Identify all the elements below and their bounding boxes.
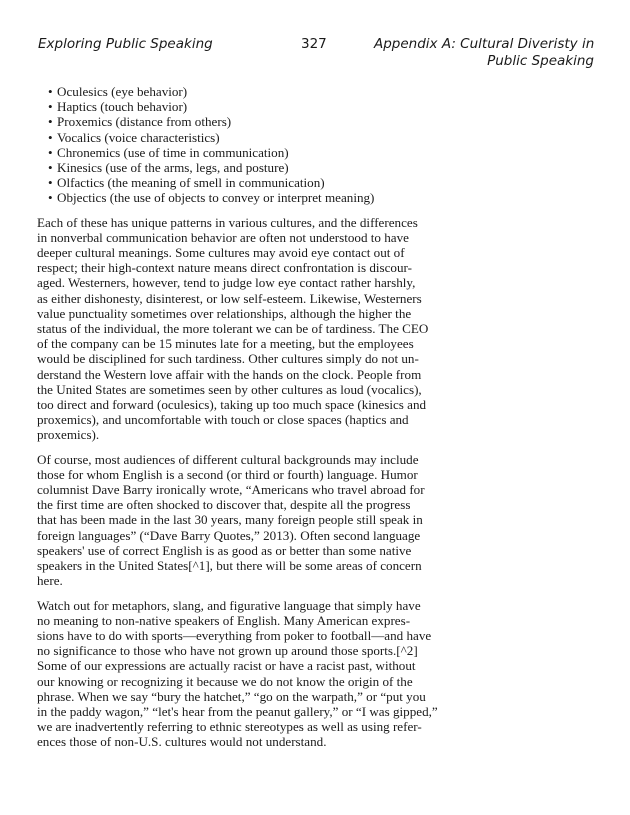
paragraph-nonverbal-differences <box>37 215 447 443</box>
list-item: • Kinesics (use of the arms, legs, and posture) <box>48 160 447 175</box>
text-line: would be disciplined for such tardiness. Other cultures simply do not un- <box>37 351 419 367</box>
text-line: of the company can be 15 minutes late for a meeting, but the employees <box>37 336 414 352</box>
text-line: we are inadvertently referring to ethnic stereotypes as well as using refer- <box>37 719 422 735</box>
page-header <box>38 36 594 76</box>
list-item: • Vocalics (voice characteristics) <box>48 130 447 145</box>
page-number: 327 <box>301 36 327 52</box>
text-line: Each of these has unique patterns in various cultures, and the differences <box>37 214 418 230</box>
text-line: deeper cultural meanings. Some cultures may avoid eye contact out of <box>37 245 405 261</box>
text-line: our knowing or recognizing it because we do not know the origin of the <box>37 673 413 689</box>
text-line: speakers in the United States[^1], but there will be some areas of concern <box>37 558 422 574</box>
list-item: • Proxemics (distance from others) <box>48 114 447 129</box>
text-line: aged. Westerners, however, tend to judge low eye contact rather harshly, <box>37 275 416 291</box>
text-line: phrase. When we say “bury the hatchet,” “go on the warpath,” or “put you <box>37 688 426 704</box>
paragraph-english-second-language <box>37 452 447 589</box>
text-line: value punctuality sometimes over relationships, although the higher the <box>37 305 412 321</box>
text-line: the United States are sometimes seen by other cultures as loud (vocalics), <box>37 381 422 397</box>
text-line: the first time are often shocked to discover that, despite all the progress <box>37 497 411 513</box>
text-line: respect; their high-context nature means direct confrontation is discour- <box>37 260 412 276</box>
list-item: • Oculesics (eye behavior) <box>48 84 447 99</box>
text-line: in nonverbal communication behavior are often not understood to have <box>37 229 409 245</box>
text-line: sions have to do with sports—everything from poker to football—and have <box>37 627 432 643</box>
text-line: no meaning to non-native speakers of English. Many American expres- <box>37 612 411 628</box>
text-line: status of the individual, the more tolerant we can be of tardiness. The CEO <box>37 321 429 337</box>
text-line: in the paddy wagon,” “let's hear from the peanut gallery,” or “I was gipped,” <box>37 703 438 719</box>
text-line: no significance to those who have not grown up around those sports.[^2] <box>37 643 418 659</box>
text-line: too direct and forward (oculesics), taking up too much space (kinesics and <box>37 397 427 413</box>
text-line: Some of our expressions are actually racist or have a racist past, without <box>37 658 416 674</box>
list-item: • Olfactics (the meaning of smell in communication) <box>48 175 447 190</box>
book-title: Exploring Public Speaking <box>38 36 213 52</box>
list-item: • Chronemics (use of time in communication) <box>48 145 447 160</box>
text-line: foreign languages” (“Dave Barry Quotes,” 2013). Often second language <box>37 527 421 543</box>
text-line: Of course, most audiences of different cultural backgrounds may include <box>37 451 419 467</box>
chapter-title-line: Appendix A: Cultural Diveristy in <box>374 36 595 52</box>
text-line: here. <box>37 573 63 589</box>
text-line: as either dishonesty, disinterest, or low self-esteem. Likewise, Westerners <box>37 290 422 306</box>
nonverbal-categories-list <box>37 84 447 206</box>
text-line: columnist Dave Barry ironically wrote, “Americans who travel abroad for <box>37 482 425 498</box>
text-line: Watch out for metaphors, slang, and figurative language that simply have <box>37 597 421 613</box>
text-line: derstand the Western love affair with the hands on the clock. People from <box>37 366 422 382</box>
chapter-title-line: Public Speaking <box>487 53 594 69</box>
text-line: proxemics), and uncomfortable with touch or close spaces (haptics and <box>37 412 409 428</box>
text-line: ences those of non-U.S. cultures would not understand. <box>37 734 327 750</box>
list-item: • Haptics (touch behavior) <box>48 99 447 114</box>
text-line: proxemics). <box>37 427 100 443</box>
page-body <box>37 84 447 759</box>
text-line: speakers' use of correct English is as good as or better than some native <box>37 542 412 558</box>
chapter-title <box>374 36 594 70</box>
list-item: • Objectics (the use of objects to convey or interpret meaning) <box>48 190 447 205</box>
text-line: that has been made in the last 30 years, many foreign people still speak in <box>37 512 423 528</box>
paragraph-figurative-language <box>37 598 447 750</box>
text-line: those for whom English is a second (or third or fourth) language. Humor <box>37 466 418 482</box>
